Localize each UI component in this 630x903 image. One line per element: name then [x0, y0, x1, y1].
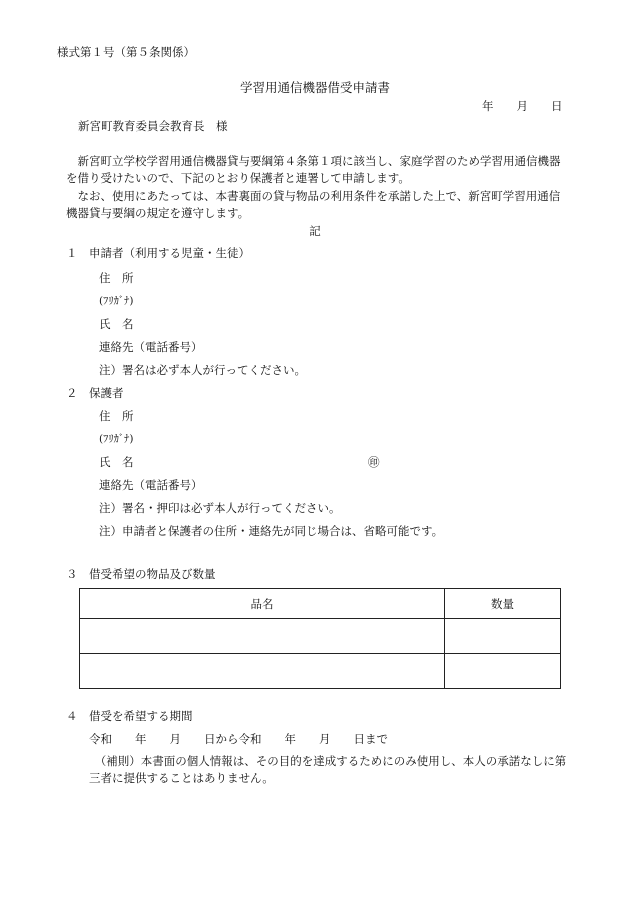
ki-mark: 記 [309, 224, 321, 238]
applicant-note: 注）署名は必ず本人が行ってください。 [99, 363, 306, 377]
table-row [80, 654, 561, 689]
section2-heading: ２ 保護者 [66, 386, 124, 400]
form-title: 学習用通信機器借受申請書 [239, 80, 390, 95]
table-header-row [80, 589, 561, 619]
applicant-furigana-label: (ﾌﾘｶﾞﾅ) [99, 295, 134, 307]
quantity-cell[interactable] [445, 619, 561, 654]
section3-heading: ３ 借受希望の物品及び数量 [66, 567, 216, 581]
item-name-cell[interactable] [80, 654, 445, 689]
supplement-note: （補則）本書面の個人情報は、その目的を達成するためにのみ使用し、本人の承諾なしに第三者に提供することはありません。 [89, 754, 567, 785]
seal-mark-icon: ㊞ [368, 455, 380, 469]
guardian-address-label: 住 所 [99, 409, 134, 423]
quantity-cell[interactable] [445, 654, 561, 689]
form-number: 様式第１号（第５条関係） [57, 45, 195, 59]
period-line: 令和 年 月 日から令和 年 月 日まで [89, 732, 388, 746]
date-line: 年 月 日 [482, 99, 563, 113]
guardian-note-1: 注）署名・押印は必ず本人が行ってください。 [99, 501, 341, 515]
guardian-contact-label: 連絡先（電話番号） [99, 478, 203, 492]
applicant-contact-label: 連絡先（電話番号） [99, 340, 203, 354]
guardian-furigana-label: (ﾌﾘｶﾞﾅ) [99, 433, 134, 445]
items-table [79, 588, 561, 689]
guardian-name-label: 氏 名 [99, 455, 134, 469]
applicant-address-label: 住 所 [99, 271, 134, 285]
section1-heading: １ 申請者（利用する児童・生徒） [66, 246, 250, 260]
section4-heading: ４ 借受を希望する期間 [66, 709, 193, 723]
body-paragraph-1: 新宮町立学校学習用通信機器貸与要綱第４条第１項に該当し、家庭学習のため学習用通信機器を借り受けたいので、下記のとおり保護者と連署して申請します。 [66, 154, 561, 185]
applicant-name-label: 氏 名 [99, 317, 134, 331]
column-header-quantity: 数量 [445, 589, 561, 619]
body-paragraph-2: なお、使用にあたっては、本書裏面の貸与物品の利用条件を承諾した上で、新宮町学習用通信機器貸与要綱の規定を遵守します。 [66, 189, 561, 220]
table-row [80, 619, 561, 654]
column-header-item-name: 品名 [80, 589, 445, 619]
item-name-cell[interactable] [80, 619, 445, 654]
guardian-note-2: 注）申請者と保護者の住所・連絡先が同じ場合は、省略可能です。 [99, 524, 444, 538]
addressee: 新宮町教育委員会教育長 様 [78, 119, 228, 133]
